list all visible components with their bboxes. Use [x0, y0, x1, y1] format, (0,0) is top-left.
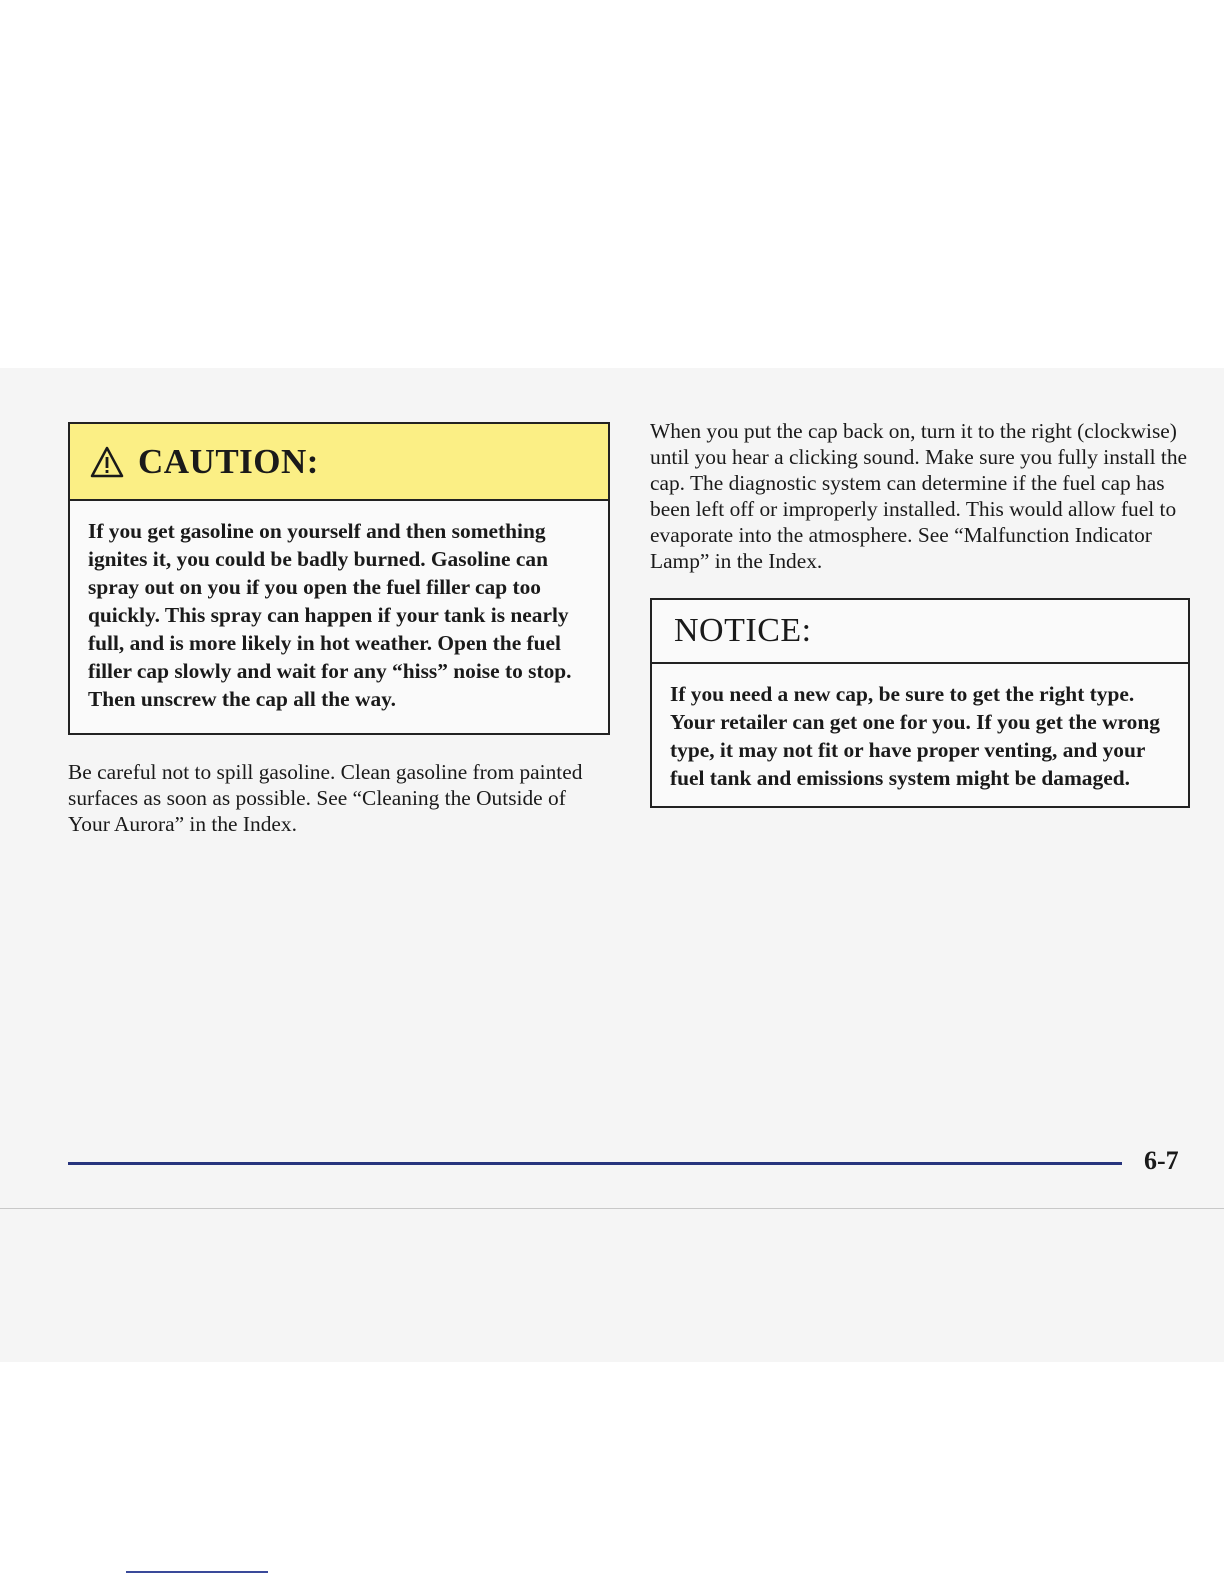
notice-box — [650, 598, 1190, 808]
caution-body: If you get gasoline on yourself and then something ignites it, you could be badly burned. Gasoline can spray out on you if you open the fuel filler cap too quickly. This spray can happen if your tank is nearly full, and is more likely in hot weather. Open the fuel filler cap slowly and wait for any “hiss” noise to stop. Then unscrew the cap all the way. — [88, 519, 572, 711]
footer-rule — [68, 1162, 1122, 1165]
right-paragraph: When you put the cap back on, turn it to the right (clockwise) until you hear a clicking sound. Make sure you fully install the cap. The diagnostic system can determine if the fuel cap has been left off or improperly installed. This would allow fuel to evaporate into the atmosphere. See “Malfunction Indicator Lamp” in the Index. — [650, 419, 1188, 573]
left-paragraph: Be careful not to spill gasoline. Clean gasoline from painted surfaces as soon as possible. See “Cleaning the Outside of Your Aurora” in the Index. — [68, 760, 583, 836]
warning-triangle-icon — [90, 446, 124, 478]
caution-header — [70, 424, 608, 501]
right-column — [650, 418, 1190, 808]
notice-header — [652, 600, 1188, 664]
notice-body: If you need a new cap, be sure to get the right type. Your retailer can get one for you. If you get the wrong type, it may not fit or have proper venting, and your fuel tank and emissions system might be damaged. — [670, 682, 1160, 790]
left-column — [68, 422, 610, 837]
caution-box — [68, 422, 610, 735]
band-bottom-line — [0, 1208, 1224, 1209]
notice-title: NOTICE: — [674, 612, 812, 649]
stray-mark — [126, 1571, 268, 1573]
caution-title: CAUTION: — [138, 441, 319, 481]
page-number: 6-7 — [1144, 1146, 1179, 1175]
